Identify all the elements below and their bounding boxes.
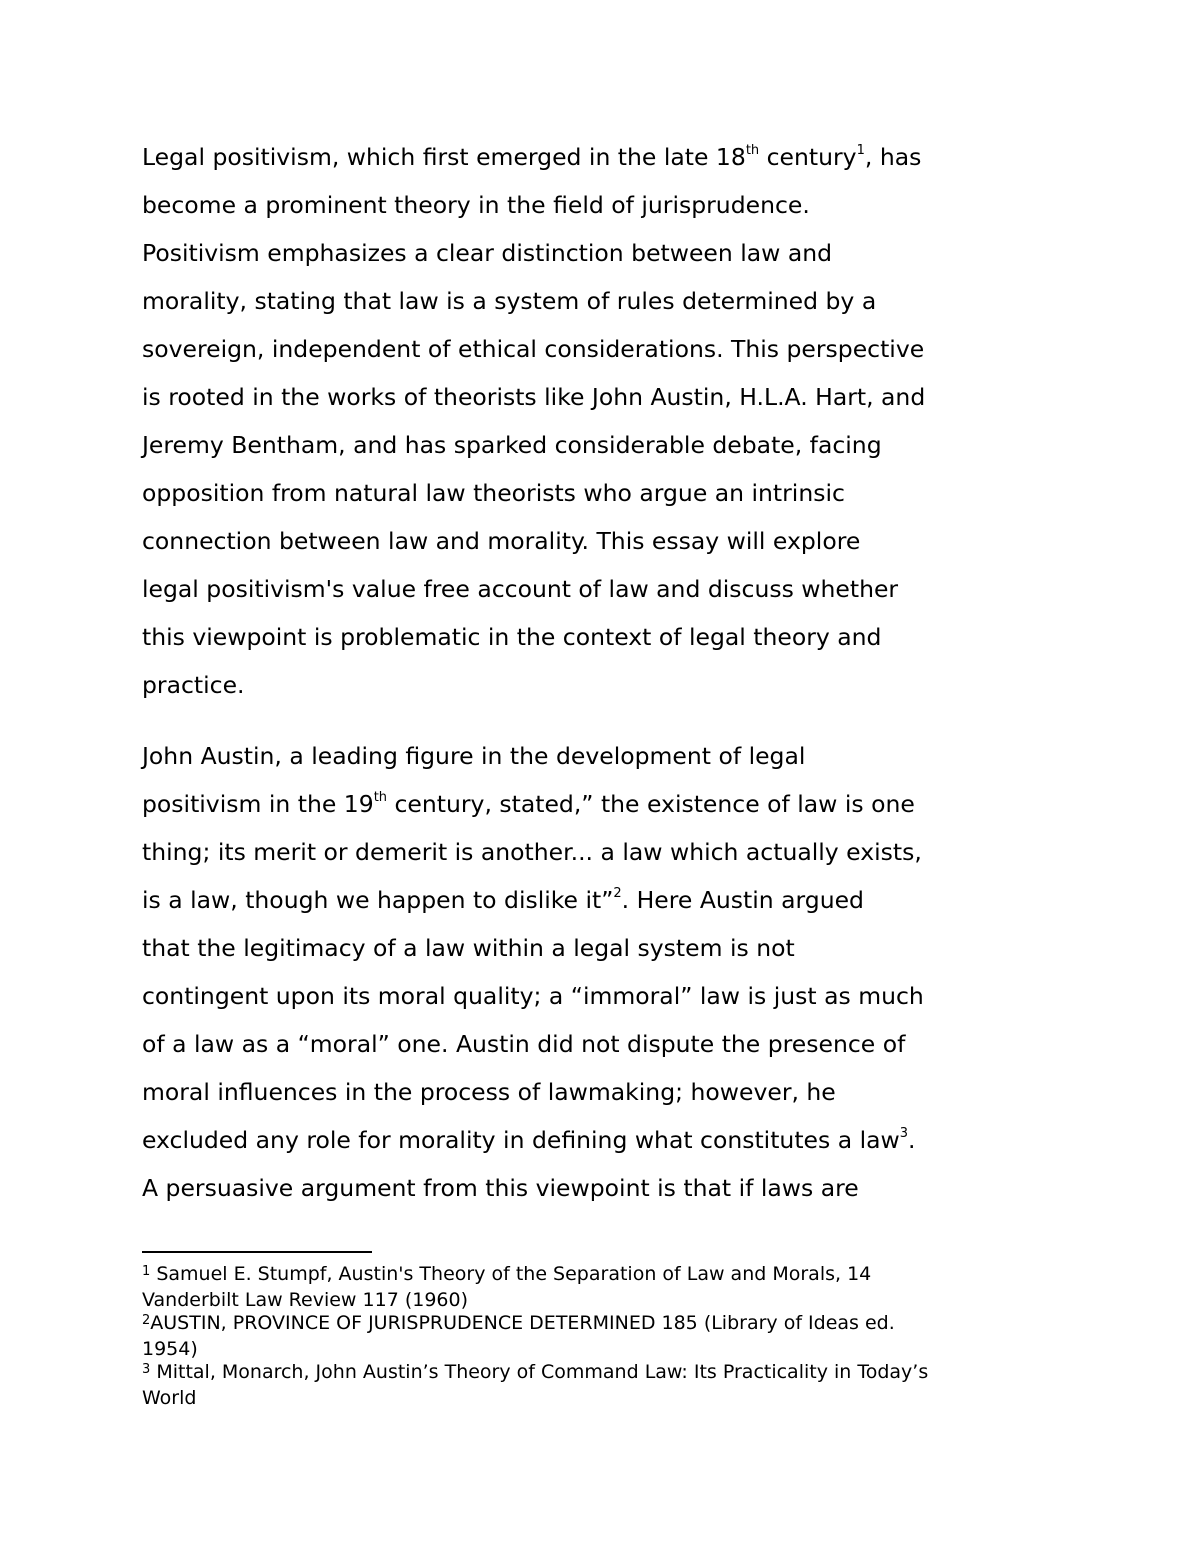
text-line: Positivism emphasizes a clear distinction between law and: [142, 239, 833, 267]
text-line: connection between law and morality. This essay will explore: [142, 527, 861, 555]
text-line: Jeremy Bentham, and has sparked considerable debate, facing: [142, 431, 882, 459]
text-line: John Austin, a leading figure in the development of legal: [142, 742, 806, 770]
superscript: th: [745, 143, 760, 159]
text-line: positivism in the 19th century, stated,” the existence of law is one: [142, 790, 915, 818]
paragraph-intro: [142, 133, 1072, 709]
text-line: morality, stating that law is a system of rules determined by a: [142, 287, 877, 315]
footnote-3-continued: World: [142, 1386, 197, 1409]
footnote-3: $^3$ Mittal, Monarch, John Austin’s Theory of Command Law: Its Practicality in Today’s: [142, 1361, 929, 1383]
footnote-ref-1: 1: [856, 143, 865, 159]
footnote-2: $^2$AUSTIN, PROVINCE OF JURISPRUDENCE DETERMINED 185 (Library of Ideas ed.: [142, 1312, 895, 1334]
footnote-mark: 1: [142, 1264, 151, 1279]
footnote-ref-3: 3: [899, 1126, 909, 1142]
footnote-1: $^1$ Samuel E. Stumpf, Austin's Theory of the Separation of Law and Morals, 14: [142, 1263, 872, 1285]
footnote-2-continued: 1954): [142, 1337, 198, 1360]
text-line: this viewpoint is problematic in the context of legal theory and: [142, 623, 882, 651]
footnotes: [142, 1263, 1072, 1410]
text-line: legal positivism's value free account of law and discuss whether: [142, 575, 899, 603]
footnote-1-continued: Vanderbilt Law Review 117 (1960): [142, 1288, 468, 1311]
footnote-mark: 3: [142, 1362, 151, 1377]
text-line: is a law, though we happen to dislike it”$^2$. Here Austin argued: [142, 886, 864, 914]
text-line: sovereign, independent of ethical considerations. This perspective: [142, 335, 925, 363]
paragraph-austin: [142, 732, 1072, 1212]
text-line: practice.: [142, 671, 245, 699]
footnote-separator: [142, 1251, 372, 1253]
superscript: th: [373, 790, 388, 806]
text-line: is rooted in the works of theorists like John Austin, H.L.A. Hart, and: [142, 383, 926, 411]
text-line: thing; its merit or demerit is another... a law which actually exists,: [142, 838, 922, 866]
footnote-ref-2: 2: [613, 886, 622, 902]
text-line: Legal positivism, which first emerged in the late 18th century$^1$, has: [142, 143, 922, 171]
text-line: that the legitimacy of a law within a legal system is not: [142, 934, 795, 962]
text-line: opposition from natural law theorists who argue an intrinsic: [142, 479, 845, 507]
text-line: of a law as a “moral” one. Austin did not dispute the presence of: [142, 1030, 906, 1058]
text-line: become a prominent theory in the field of jurisprudence.: [142, 191, 810, 219]
text-line: A persuasive argument from this viewpoint is that if laws are: [142, 1174, 859, 1202]
footnote-mark: 2: [142, 1313, 151, 1328]
text-line: contingent upon its moral quality; a “immoral” law is just as much: [142, 982, 924, 1010]
text-line: moral influences in the process of lawmaking; however, he: [142, 1078, 836, 1106]
text-line: excluded any role for morality in defining what constitutes a law$^3$.: [142, 1126, 916, 1154]
